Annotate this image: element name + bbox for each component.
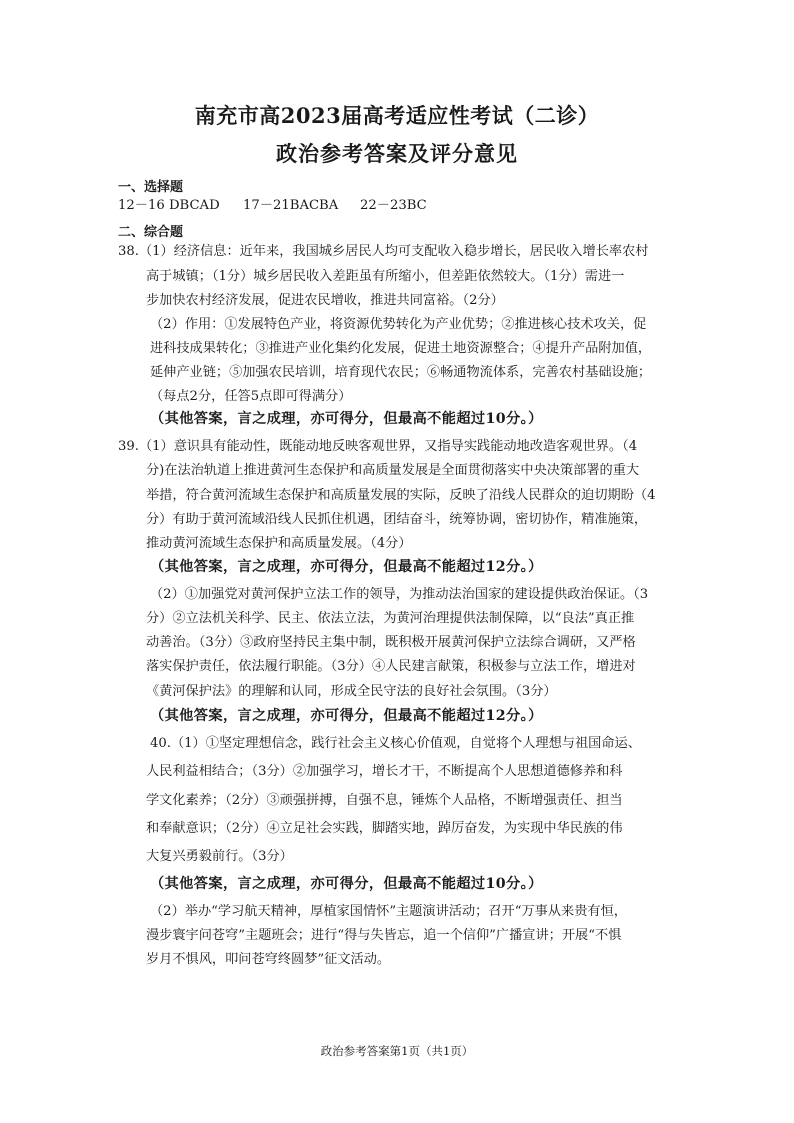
q38-line: 38.（1）经济信息：近年来，我国城乡居民人均可支配收入稳步增长，居民收入增长率农村 bbox=[118, 244, 649, 259]
q40-line: 人民利益相结合；（3分）②加强学习，增长才干，不断提高个人思想道德修养和科 bbox=[146, 764, 623, 779]
q38-line: 步加快农村经济发展，促进农民增收，推进共同富裕。（2分） bbox=[146, 293, 504, 308]
q40-line: 漫步寰宇问苍穹”主题班会；进行“得与失皆忘，追一个信仰”广播宣讲；开展“不惧 bbox=[146, 928, 622, 943]
q39-line: 动善治。（3分）③政府坚持民主集中制，既积极开展黄河保护立法综合调研，又严格 bbox=[146, 635, 636, 650]
q39-scoring-note-2: （其他答案，言之成理，亦可得分，但最高不能超过12分。） bbox=[150, 708, 543, 724]
q39-line: 落实保护责任，依法履行职能。（3分）④人民建言献策，积极参与立法工作，增进对 bbox=[146, 659, 636, 674]
page-title: 南充市高2023届高考适应性考试（二诊） bbox=[194, 103, 600, 128]
q40-line: 岁月不惧风，叩问苍穹终圆梦”征文活动。 bbox=[146, 952, 391, 967]
q39-scoring-note-1: （其他答案，言之成理，亦可得分，但最高不能超过12分。） bbox=[150, 559, 543, 575]
choice-answer-2: 17－21BACBA bbox=[243, 198, 339, 213]
q38-scoring-note: （其他答案，言之成理，亦可得分，但最高不能超过10分。） bbox=[150, 411, 543, 427]
q38-line: （2）作用：①发展特色产业，将资源优势转化为产业优势；②推进核心技术攻关，促 bbox=[150, 317, 647, 332]
q40-scoring-note: （其他答案，言之成理，亦可得分，但最高不能超过10分。） bbox=[150, 876, 543, 892]
choice-answer-3: 22－23BC bbox=[360, 198, 427, 213]
q39-line: 39.（1）意识具有能动性，既能动地反映客观世界，又指导实践能动地改造客观世界。（4 bbox=[118, 439, 638, 454]
q40-line: 大复兴勇毅前行。（3分） bbox=[146, 849, 293, 864]
page-footer: 政治参考答案第1页（共1页） bbox=[320, 1044, 474, 1058]
section-heading-choice: 一、选择题 bbox=[118, 180, 184, 195]
q40-line: 学文化素养；（2分）③顽强拼搏，自强不息，锤炼个人品格，不断增强责任、担当 bbox=[146, 793, 623, 808]
q39-line: （2）①加强党对黄河保护立法工作的领导，为推动法治国家的建设提供政治保证。（3 bbox=[150, 587, 649, 602]
q40-line: （2）举办“学习航天精神，厚植家国情怀”主题演讲活动；召开“万事从来贵有恒， bbox=[150, 904, 627, 919]
q38-line: 高于城镇；（1分）城乡居民收入差距虽有所缩小，但差距依然较大。（1分）需进一 bbox=[146, 269, 625, 284]
choice-answer-1: 12－16 DBCAD bbox=[118, 198, 220, 213]
q39-line: 举措，符合黄河流域生态保护和高质量发展的实际，反映了沿线人民群众的迫切期盼（4 bbox=[146, 488, 656, 503]
page-subtitle: 政治参考答案及评分意见 bbox=[276, 141, 518, 166]
q39-line: 推动黄河流域生态保护和高质量发展。（4分） bbox=[146, 536, 412, 551]
q39-line: 分）有助于黄河流域沿线人民抓住机遇，团结奋斗，统筹协调，密切协作，精准施策， bbox=[146, 512, 648, 527]
section-heading-comprehensive: 二、综合题 bbox=[118, 225, 184, 240]
q38-line: （每点2分，任答5点即可得满分） bbox=[150, 389, 352, 404]
q40-line: 和奉献意识；（2分）④立足社会实践，脚踏实地，踔厉奋发，为实现中华民族的伟 bbox=[146, 821, 623, 836]
q38-line: 进科技成果转化；③推进产业化集约化发展，促进土地资源整合；④提升产品附加值， bbox=[150, 341, 652, 356]
q39-line: 分）②立法机关科学、民主、依法立法，为黄河治理提供法制保障，以“良法”真正推 bbox=[146, 611, 635, 626]
q38-line: 延伸产业链；⑤加强农民培训，培育现代农民；⑥畅通物流体系，完善农村基础设施； bbox=[150, 365, 652, 380]
q39-line: 《黄河保护法》的理解和认同，形成全民守法的良好社会氛围。（3分） bbox=[146, 684, 557, 699]
q40-line: 40.（1）①坚定理想信念，践行社会主义核心价值观，自觉将个人理想与祖国命运、 bbox=[150, 736, 641, 751]
q39-line: 分)在法治轨道上推进黄河生态保护和高质量发展是全面贯彻落实中央决策部署的重大 bbox=[146, 463, 640, 478]
